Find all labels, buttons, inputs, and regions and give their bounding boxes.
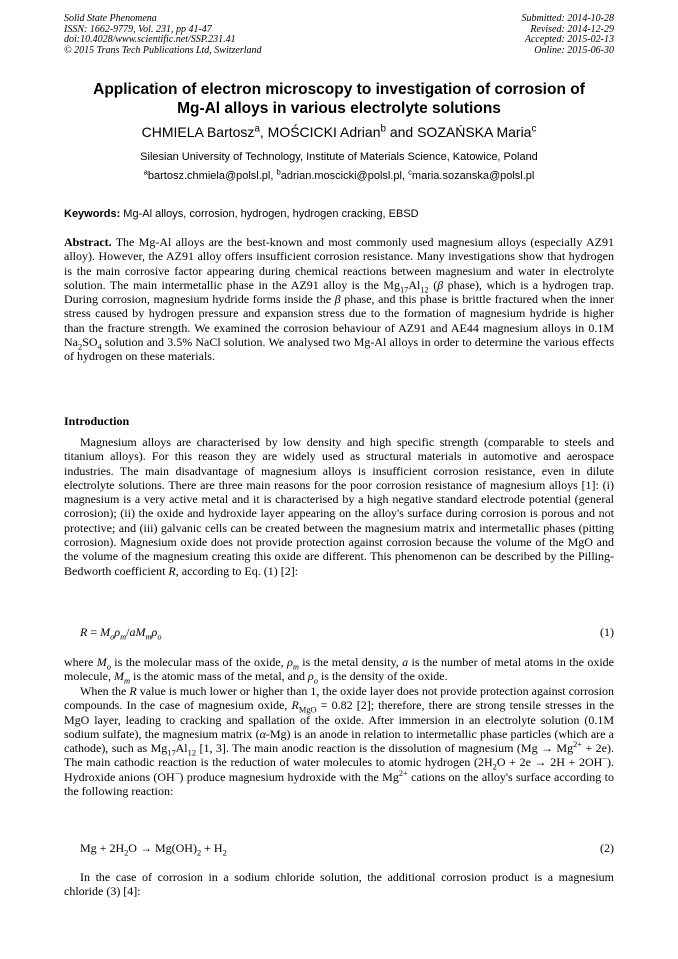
paragraph-text: is the density of the oxide.	[317, 669, 448, 684]
paragraph-text: + 2e). The main cathodic reaction is the reduction of water molecules to atomic hydrogen (2H	[64, 741, 614, 770]
author-sep: ,	[259, 124, 268, 140]
paragraph-text: ) produce magnesium hydroxide with the Mg	[179, 769, 399, 784]
math-var: R	[168, 563, 176, 578]
intro-paragraph-3: In the case of corrosion in a sodium chloride solution, the additional corrosion product is a magnesium chloride (3) [4]:	[64, 870, 614, 899]
math-var: aM	[129, 625, 146, 639]
journal-name: Solid State Phenomena	[64, 13, 157, 24]
paper-title	[64, 80, 614, 118]
author-sep: and	[385, 124, 418, 140]
equation-1-explanation	[64, 655, 614, 684]
author-3: SOZAŃSKA Maria	[417, 124, 532, 140]
math-var: M	[96, 655, 107, 669]
greek-symbol: β	[334, 292, 341, 307]
paragraph-text: Al	[175, 741, 188, 756]
abstract-text: The Mg-Al alloys are the best-known and most commonly used magnesium alloys (especially AZ91 alloy). However, the AZ91 alloy offers insufficient corrosion resistance. Many investigations show that hydrogen is the main corrosive factor appearing during chemical reactions between magnesium and water in electrolyte solution. The main intermetallic phase in the AZ91 alloy is the Mg	[64, 235, 614, 292]
submitted-date: Submitted: 2014-10-28	[521, 13, 614, 24]
email-sup: b	[276, 167, 281, 177]
journal-header-right	[522, 14, 615, 56]
math-text: O → Mg(OH)	[128, 841, 197, 855]
subscript: 12	[420, 285, 429, 295]
email-2: adrian.moscicki@polsl.pl,	[280, 170, 409, 182]
paragraph-text: where	[64, 655, 97, 669]
abstract-text: Al	[408, 277, 421, 292]
paragraph-text: is the atomic mass of the metal, and	[130, 669, 309, 684]
issn: ISSN: 1662-9779, Vol. 231, pp 41-47	[64, 23, 212, 35]
author-3-sup: c	[531, 123, 537, 135]
paragraph-text: O + 2e → 2H + 2OH	[496, 755, 603, 770]
abstract-label: Abstract.	[64, 235, 112, 249]
math-var: ρ	[151, 625, 158, 639]
intro-paragraph-2	[64, 684, 614, 798]
math-sub: m	[120, 632, 127, 642]
math-var: R	[129, 684, 137, 698]
subscript: 17	[399, 285, 409, 295]
equation-number: (1)	[600, 625, 614, 639]
math-var: ρ	[287, 655, 293, 669]
math-var: M	[100, 625, 111, 639]
subscript: MgO	[298, 705, 317, 715]
paragraph-text: When the	[80, 684, 130, 698]
paragraph-text: cations on the alloy's surface according to the following reaction:	[64, 769, 614, 799]
title-line-2: Mg-Al alloys in various electrolyte solutions	[177, 100, 501, 117]
section-heading-introduction: Introduction	[64, 414, 130, 428]
paragraph-text: is the number of metal atoms in the oxide molecule,	[64, 655, 614, 684]
intro-paragraph-1	[64, 435, 614, 578]
paragraph-text: -Mg) is an anode in relation to intermetallic phase particles (which are a cathode), such as Mg	[64, 726, 614, 756]
paragraph-text: is the molecular mass of the oxide,	[110, 655, 288, 669]
math-op: =	[87, 625, 101, 639]
author-1: CHMIELA Bartosz	[141, 124, 255, 140]
email-1: bartosz.chmiela@polsl.pl,	[147, 170, 277, 182]
subscript: 2	[196, 848, 202, 858]
abstract-text: SO	[82, 335, 98, 350]
online-date: Online: 2015-06-30	[534, 44, 614, 56]
math-sub: o	[106, 662, 111, 672]
author-list	[64, 124, 614, 141]
email-sup: c	[408, 167, 412, 177]
math-var: a	[402, 655, 409, 669]
revised-date: Revised: 2014-12-29	[530, 23, 614, 35]
abstract-text: phase), which is a hydrogen trap. During corrosion, magnesium hydride forms inside the	[64, 277, 614, 307]
subscript: 2	[492, 762, 497, 772]
author-2: MOŚCICKI Adrian	[267, 124, 381, 140]
math-var: R	[291, 698, 299, 713]
affiliation: Silesian University of Technology, Institute of Materials Science, Katowice, Poland	[140, 151, 538, 163]
greek-symbol: β	[437, 277, 444, 292]
email-sup: a	[143, 167, 148, 177]
abstract-text: phase, and this phase is brittle fractured when the inner stress caused by hydrogen pressure and expansion stress due to the formation of magnesium hydride is higher than the fracture strength. We examined the corrosion behaviour of AZ91 and AE44 magnesium alloys in 0.1M Na	[64, 292, 614, 350]
accepted-date: Accepted: 2015-02-13	[524, 34, 614, 45]
math-var: ρ	[114, 625, 121, 639]
subscript: 17	[167, 748, 176, 758]
abstract	[64, 235, 614, 364]
math-sub: m	[292, 662, 299, 672]
subscript: 2	[222, 848, 227, 858]
equation-1	[80, 625, 614, 640]
subscript: 4	[97, 342, 102, 352]
keywords-text: Mg-Al alloys, corrosion, hydrogen, hydrogen cracking, EBSD	[120, 208, 419, 220]
paragraph-text: = 0.82 [2]; therefore, there are strong tensile stresses in the MgO layer, leading to cracking and spallation of the oxide. After immersion in an electrolyte solution (0.1M sodium sulfate), the magnesium matrix (	[64, 698, 614, 741]
math-var: R	[80, 625, 88, 639]
math-sub: m	[145, 632, 152, 642]
subscript: 2	[78, 342, 83, 352]
superscript: −	[174, 768, 180, 778]
superscript: 2+	[573, 740, 583, 750]
author-emails	[64, 169, 614, 183]
superscript: 2+	[398, 768, 408, 778]
paragraph-text: value is much lower or higher than 1, the oxide layer does not provide protection against corrosion compounds. In the case of magnesium oxide,	[64, 684, 615, 713]
math-var: M	[113, 669, 124, 684]
paragraph-text: is the metal density,	[298, 655, 403, 669]
math-sub: o	[313, 676, 318, 686]
journal-header-left	[64, 14, 262, 56]
abstract-text: (	[428, 277, 438, 292]
math-op: /	[126, 625, 130, 639]
superscript: −	[602, 754, 608, 764]
copyright: © 2015 Trans Tech Publications Ltd, Switzerland	[64, 44, 262, 56]
keywords-label: Keywords:	[64, 208, 121, 220]
paragraph-text: , according to Eq. (1) [2]:	[175, 563, 299, 578]
subscript: 2	[124, 848, 129, 858]
greek-symbol: α	[259, 726, 266, 741]
paragraph-text: Magnesium alloys are characterised by low density and high specific strength (comparable to steels and titanium alloys). For this reason they are widely used as structural materials in automotive and aerospace industries. The main disadvantage of magnesium alloys is insufficient corrosion resistance, even in dilute electrolyte solutions. There are three main reasons for the poor corrosion resistance of magnesium alloys [1]: (i) magnesium is a very active metal and it is characterised by a high negative standard electrode potential (general corrosion); (ii) the oxide and hydroxide layer appearing on the alloy's surface during corrosion is porous and not protective; and (iii) galvanic cells can be created between the magnesium matrix and intermetallic phases (pitting corrosion). Magnesium oxide does not provide protection against corrosion because the volume of the MgO and the volume of the magnesium creating this oxide are different. This phenomenon can be described by the Pilling-Bedworth coefficient	[64, 435, 614, 578]
paragraph-text: ). Hydroxide anions (OH	[64, 755, 615, 784]
equation-2	[80, 841, 614, 856]
equation-number: (2)	[600, 841, 614, 855]
subscript: 12	[187, 748, 197, 758]
email-3: maria.sozanska@polsl.pl	[411, 170, 535, 182]
paragraph-text: [1, 3]. The main anodic reaction is the dissolution of magnesium (Mg → Mg	[196, 741, 574, 756]
math-sub: o	[110, 632, 115, 642]
math-text: + H	[201, 841, 223, 855]
author-2-sup: b	[380, 123, 386, 135]
math-var: ρ	[308, 669, 314, 684]
math-sub: m	[123, 676, 131, 686]
math-sub: o	[157, 632, 162, 642]
title-line-1: Application of electron microscopy to investigation of corrosion of	[93, 81, 585, 98]
author-1-sup: a	[254, 123, 260, 135]
abstract-text: solution and 3.5% NaCl solution. We analysed two Mg-Al alloys in order to determine the various effects of hydrogen on these materials.	[64, 335, 614, 364]
keywords	[64, 207, 614, 221]
math-text: Mg + 2H	[80, 841, 125, 855]
doi: doi:10.4028/www.scientific.net/SSP.231.41	[64, 34, 236, 45]
